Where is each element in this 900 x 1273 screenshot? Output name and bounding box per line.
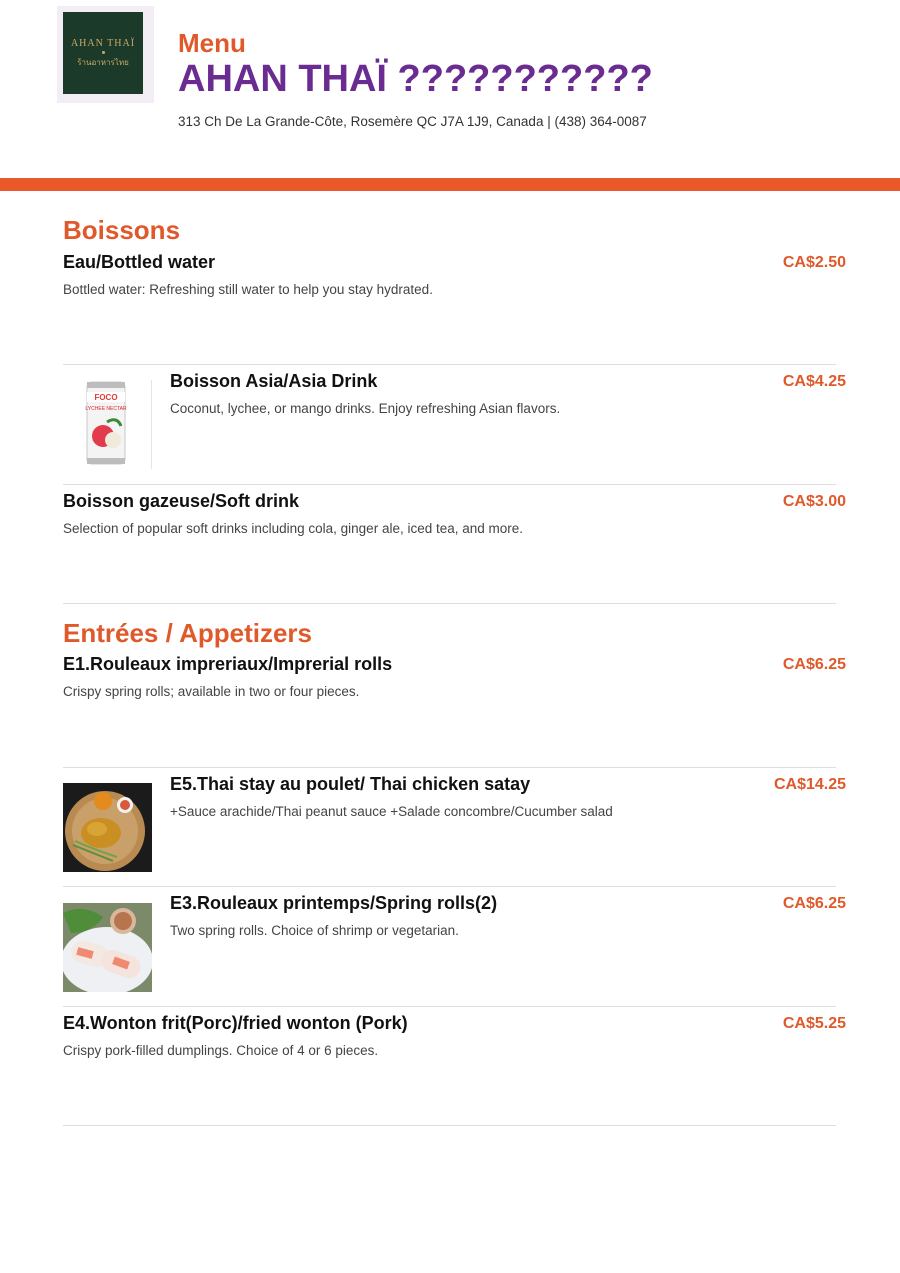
menu-item-description: Bottled water: Refreshing still water to help you stay hydrated. (63, 282, 433, 297)
item-divider (63, 886, 836, 887)
svg-text:FOCO: FOCO (94, 393, 118, 402)
menu-header (0, 0, 900, 178)
chicken-satay-image[interactable] (63, 783, 152, 872)
menu-item-description: Crispy pork-filled dumplings. Choice of 4 or 6 pieces. (63, 1043, 379, 1058)
restaurant-logo (63, 12, 143, 94)
item-divider (63, 1006, 836, 1007)
section-divider (63, 603, 836, 604)
section-title-entrees: Entrées / Appetizers (63, 618, 313, 648)
menu-item-name[interactable]: Boisson Asia/Asia Drink (170, 371, 378, 391)
menu-item-name[interactable]: Boisson gazeuse/Soft drink (63, 491, 300, 511)
thumb-separator (151, 380, 152, 469)
menu-item-name[interactable]: E4.Wonton frit(Porc)/fried wonton (Pork) (63, 1013, 408, 1033)
logo-dot (102, 51, 105, 54)
menu-item-description: Selection of popular soft drinks including cola, ginger ale, iced tea, and more. (63, 521, 524, 536)
menu-item-price: CA$6.25 (782, 895, 846, 912)
item-divider (63, 484, 836, 485)
spring-rolls-image[interactable] (63, 903, 152, 992)
section-divider (63, 1125, 836, 1126)
logo-frame (57, 6, 154, 103)
menu-item-description: Crispy spring rolls; available in two or four pieces. (63, 684, 360, 699)
menu-item-price: CA$3.00 (782, 493, 846, 510)
menu-item-name[interactable]: E3.Rouleaux printemps/Spring rolls(2) (170, 893, 498, 913)
logo-text-thai: ร้านอาหารไทย (77, 57, 129, 67)
header-divider-bar (0, 178, 900, 191)
menu-item-price: CA$5.25 (782, 1015, 846, 1032)
menu-item-description: Coconut, lychee, or mango drinks. Enjoy refreshing Asian flavors. (170, 401, 561, 416)
section-title-boissons: Boissons (63, 215, 181, 245)
logo-text-latin: AHAN THAÏ (70, 37, 136, 49)
svg-text:LYCHEE NECTAR: LYCHEE NECTAR (85, 406, 127, 412)
menu-item-price: CA$4.25 (782, 373, 846, 390)
menu-item-name[interactable]: E5.Thai stay au poulet/ Thai chicken satay (170, 774, 531, 794)
menu-item-price: CA$14.25 (773, 776, 846, 793)
lychee-drink-can-image[interactable] (63, 378, 152, 467)
restaurant-name: AHAN THAÏ ??????????? (178, 58, 653, 100)
item-divider (63, 364, 836, 365)
restaurant-address: 313 Ch De La Grande-Côte, Rosemère QC J7A 1J9, Canada | (438) 364-0087 (178, 114, 647, 129)
menu-item-name[interactable]: E1.Rouleaux impreriaux/Imprerial rolls (63, 654, 393, 674)
menu-item-price: CA$6.25 (782, 656, 846, 673)
item-divider (63, 767, 836, 768)
menu-item-description: +Sauce arachide/Thai peanut sauce +Salade concombre/Cucumber salad (170, 804, 613, 819)
menu-item-price: CA$2.50 (782, 254, 846, 271)
menu-item-description: Two spring rolls. Choice of shrimp or vegetarian. (170, 923, 459, 938)
menu-item-name[interactable]: Eau/Bottled water (63, 252, 216, 272)
menu-label: Menu (178, 28, 246, 58)
